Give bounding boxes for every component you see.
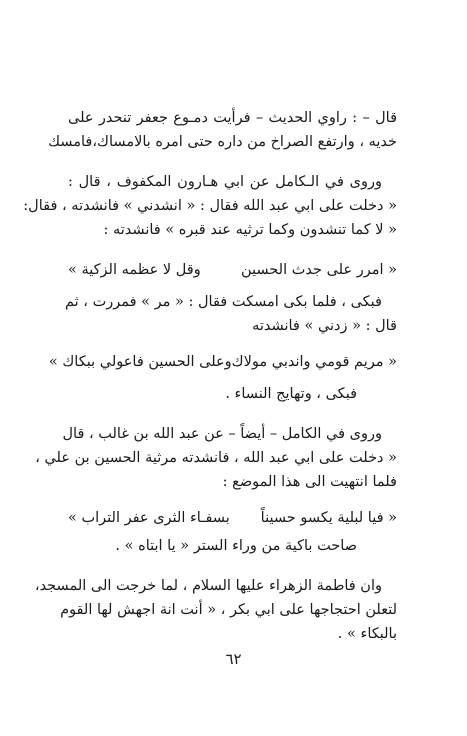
verse-3 [68,508,397,528]
paragraph-4-line-1: وروى في الكامل – أيضاً – عن عبد الله بن غالب ، قال [62,426,382,442]
paragraph-4-line-3: فلما انتهيت الى هذا الموضع : [222,474,397,490]
verse-2-first-hemistich: « مريم قومي واندبي مولاك [231,354,397,370]
paragraph-2-line-2: « دخلت على ابي عبد الله فقال : « انشدني » فانشدته ، فقال: [23,198,397,214]
verse-1 [68,260,397,280]
paragraph-3-line-1: فبكى ، فلما بكى امسكت فقال : « مر » فمررت ، ثم [65,294,382,310]
page-number: ٦٢ [225,650,242,668]
paragraph-5-line-3: بالبكاء » . [337,626,397,642]
verse-2-second-hemistich: وعلى الحسين فاعولي ببكاك » [48,354,232,370]
verse-3-first-hemistich: « فيا لبلية يكسو حسيناً [260,510,397,526]
verse-1-first-hemistich: « امرر على جدث الحسين [240,262,397,278]
verse-3-aftermath: صاحت باكية من وراء الستر « يا ابتاه » . [115,538,357,554]
paragraph-3-line-2: قال : « زدني » فانشدته [252,318,397,334]
paragraph-5-line-1: وان فاطمة الزهراء عليها السلام ، لما خرجت الى المسجد، [34,578,382,594]
paragraph-1-line-2: خديه ، وارتفع الصراخ من داره حتى امره بالامساك،فامسك [48,134,397,150]
verse-1-second-hemistich: وقل لا عظمه الزكية » [68,262,201,278]
verse-2-aftermath: فبكى ، وتهايج النساء . [225,386,357,402]
paragraph-4-line-2: « دخلت على ابي عبد الله ، فانشدته مرثية الحسين بن علي ، [35,450,397,466]
paragraph-2-line-1: وروى في الـكامل عن ابي هـارون المكفوف ، قال : [68,174,382,190]
paragraph-5-line-2: لتعلن احتجاجها على ابي بكر ، « أنت انة اجهش لها القوم [60,602,397,618]
verse-2 [48,352,397,372]
paragraph-2-line-3: « لا كما تنشدون وكما ترثيه عند قبره » فانشدته : [103,222,397,238]
verse-3-second-hemistich: بسفـاء الثرى عفر التراب » [68,510,230,526]
paragraph-1-line-1: قال – : راوي الحديث – فرأيت دمـوع جعفر تنحدر على [68,110,397,126]
